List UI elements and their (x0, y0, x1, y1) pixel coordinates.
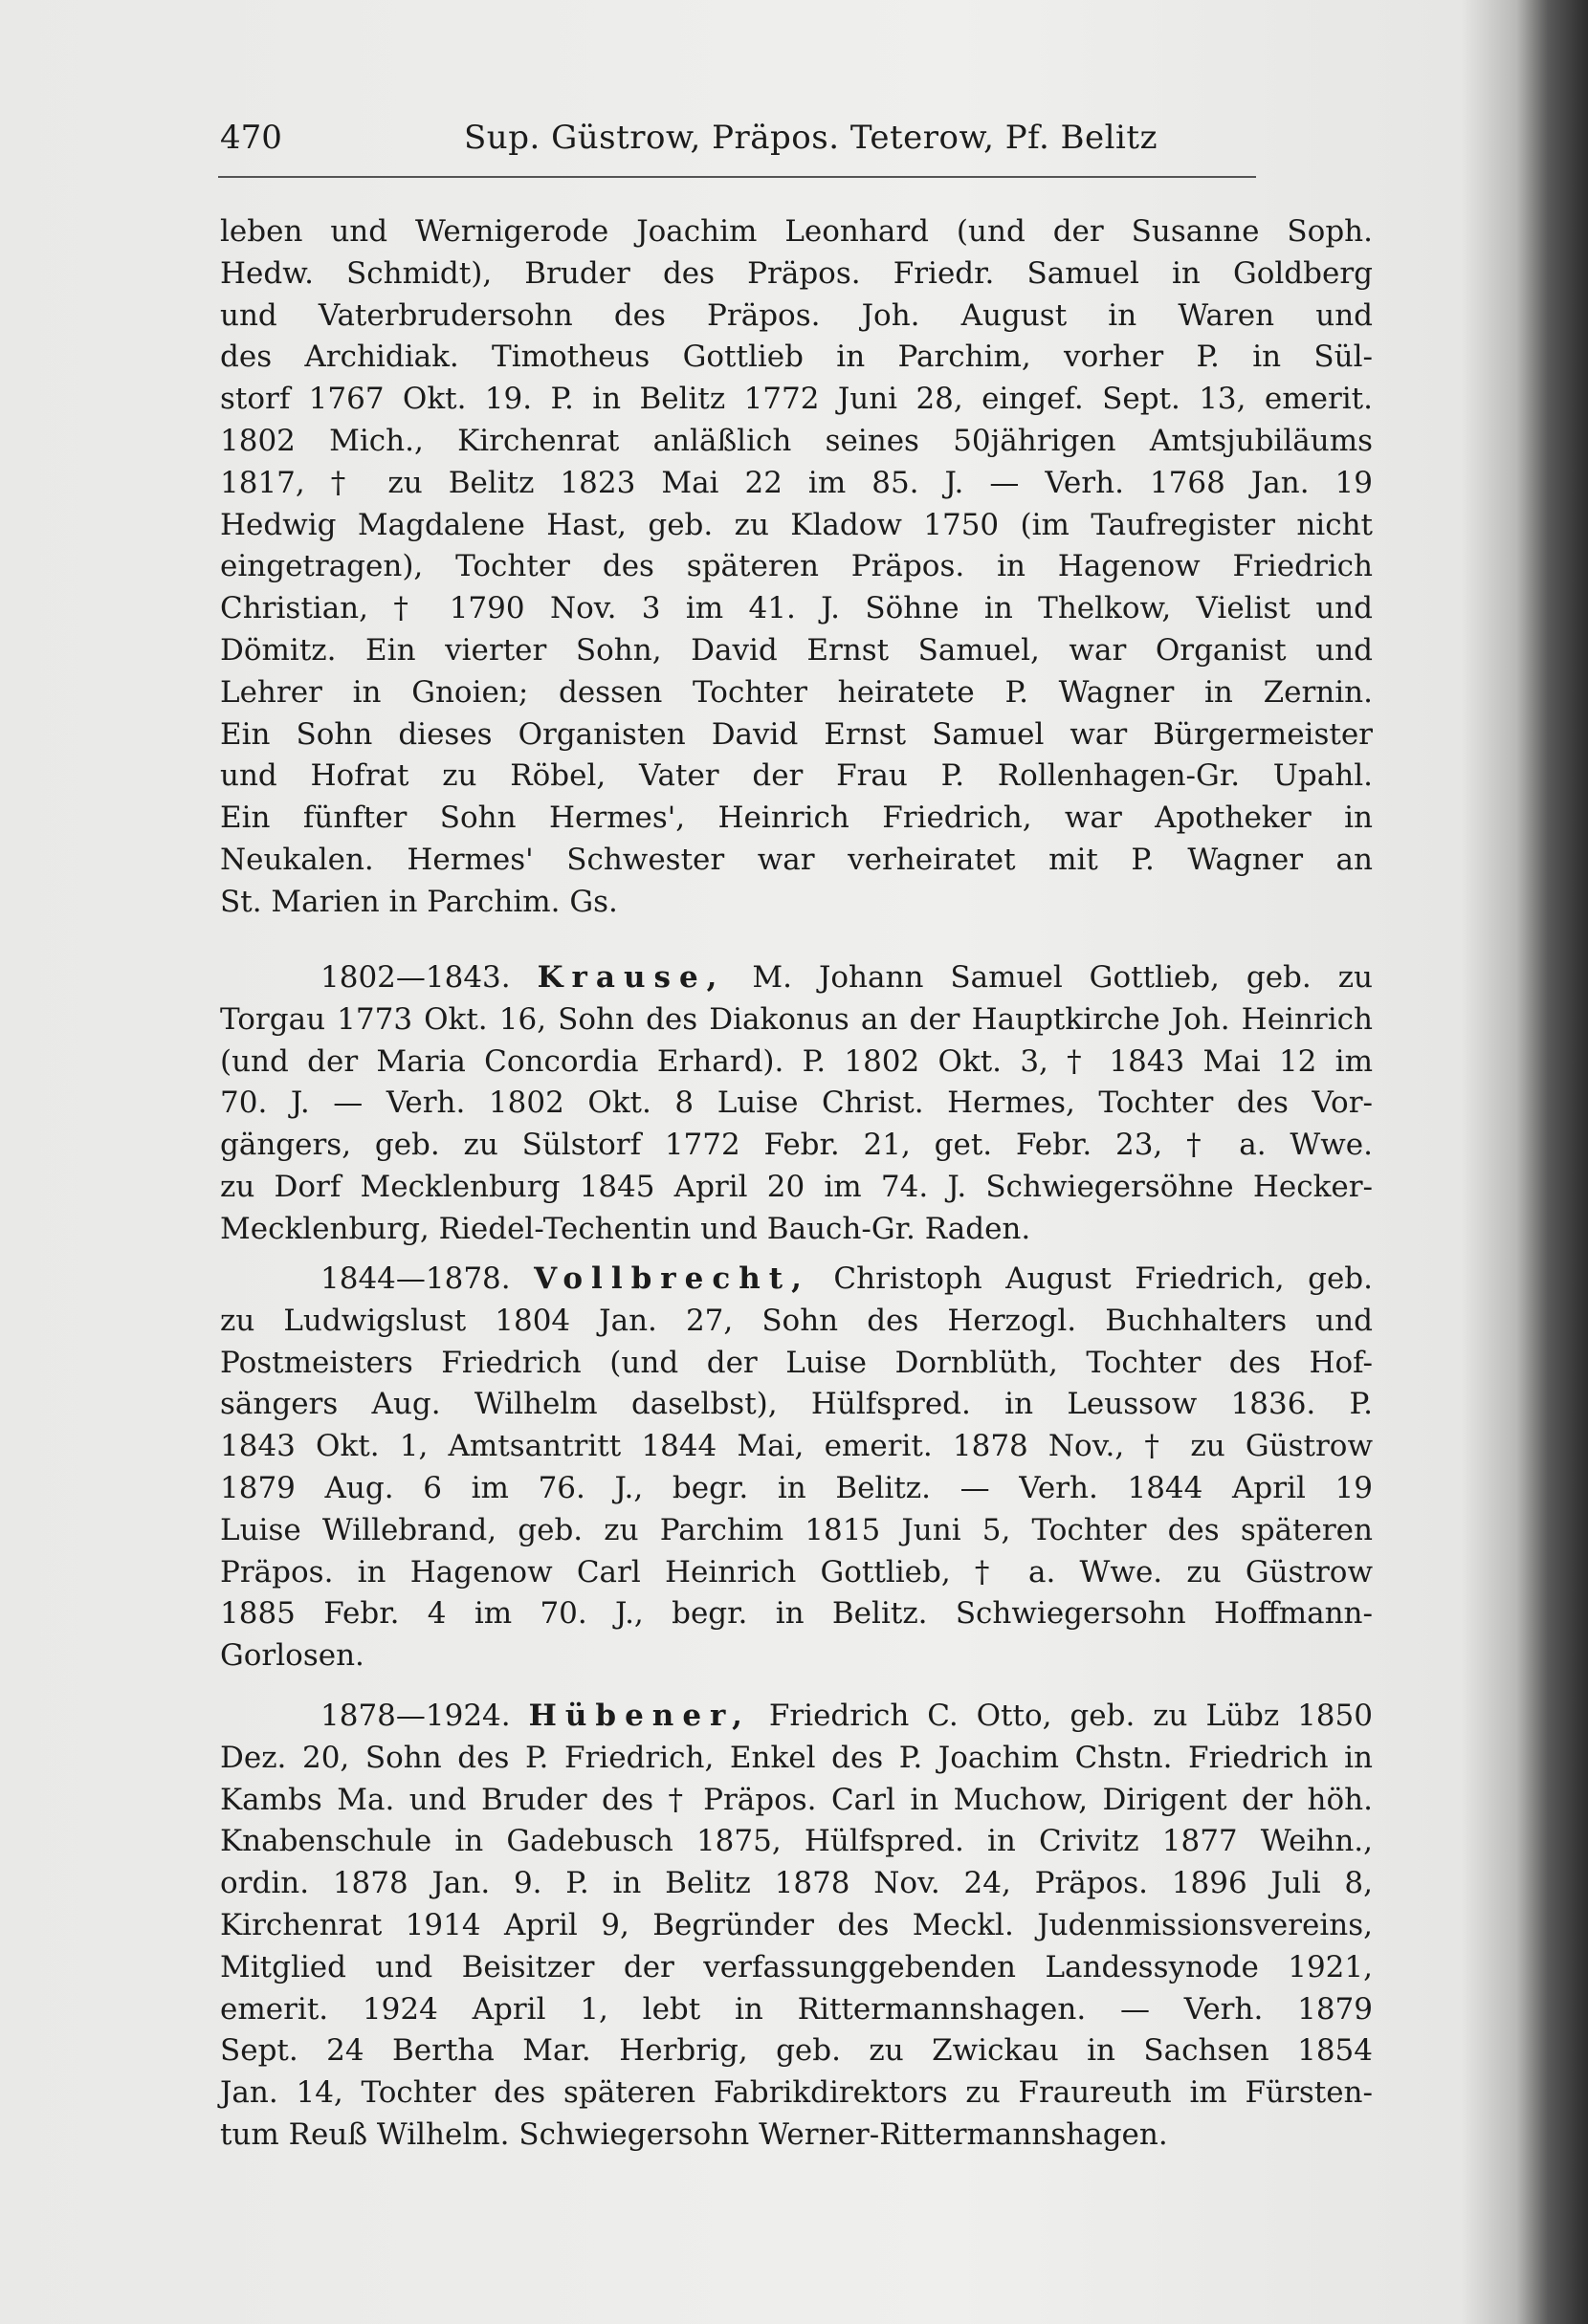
text-line: 1817, † zu Belitz 1823 Mai 22 im 85. J. — Verh. 1768 Jan. 19 (220, 465, 1373, 500)
entry-lead-line (220, 1259, 1373, 1301)
text-line: Mecklenburg, Riedel-Techentin und Bauch-Gr. Raden. (220, 1211, 1031, 1246)
text-line: Christian, † 1790 Nov. 3 im 41. J. Söhne in Thelkow, Vielist und (220, 591, 1373, 626)
text-line: storf 1767 Okt. 19. P. in Belitz 1772 Juni 28, eingef. Sept. 13, emerit. (220, 382, 1373, 417)
entry-lead-line (220, 1696, 1373, 1738)
text-line: Ein fünfter Sohn Hermes', Heinrich Friedrich, war Apotheker in (220, 800, 1373, 836)
text-line: sängers Aug. Wilhelm daselbst), Hülfspred. in Leussow 1836. P. (220, 1387, 1373, 1422)
text-line: Hedwig Magdalene Hast, geb. zu Kladow 1750 (im Taufregister nicht (220, 507, 1373, 542)
text-line: zu Dorf Mecklenburg 1845 April 20 im 74. J. Schwiegersöhne Hecker- (220, 1169, 1373, 1204)
text-line: emerit. 1924 April 1, lebt in Rittermannshagen. — Verh. 1879 (220, 1991, 1373, 2027)
page-number: 470 (220, 119, 282, 157)
text-line: Torgau 1773 Okt. 16, Sohn des Diakonus an der Hauptkirche Joh. Heinrich (220, 1001, 1373, 1037)
running-title: Sup. Güstrow, Präpos. Teterow, Pf. Belitz (464, 119, 1158, 157)
text-line: ordin. 1878 Jan. 9. P. in Belitz 1878 Nov. 24, Präpos. 1896 Juli 8, (220, 1866, 1373, 1901)
text-line: (und der Maria Concordia Erhard). P. 1802 Okt. 3, † 1843 Mai 12 im (220, 1043, 1373, 1079)
text-line: tum Reuß Wilhelm. Schwiegersohn Werner-Rittermannshagen. (220, 2116, 1168, 2152)
text-line: Luise Willebrand, geb. zu Parchim 1815 Juni 5, Tochter des späteren (220, 1512, 1373, 1547)
entry-name: Vollbrecht, (534, 1261, 810, 1296)
running-header (220, 119, 1253, 166)
entry-name: Hübener, (528, 1699, 751, 1733)
entry-details: M. Johann Samuel Gottlieb, geb. zu (752, 960, 1373, 995)
text-line: 1843 Okt. 1, Amtsantritt 1844 Mai, emerit. 1878 Nov., † zu Güstrow (220, 1429, 1373, 1464)
text-line: und Hofrat zu Röbel, Vater der Frau P. Rollenhagen-Gr. Upahl. (220, 758, 1373, 794)
text-line: Dömitz. Ein vierter Sohn, David Ernst Samuel, war Organist und (220, 632, 1373, 668)
text-line: Sept. 24 Bertha Mar. Herbrig, geb. zu Zwickau in Sachsen 1854 (220, 2033, 1373, 2069)
text-line: Neukalen. Hermes' Schwester war verheiratet mit P. Wagner an (220, 842, 1373, 877)
text-line: 1802 Mich., Kirchenrat anläßlich seines 50jährigen Amtsjubiläums (220, 423, 1373, 458)
text-line: St. Marien in Parchim. Gs. (220, 884, 618, 919)
text-line: Kambs Ma. und Bruder des † Präpos. Carl in Muchow, Dirigent der höh. (220, 1782, 1373, 1817)
entry-details: Christoph August Friedrich, geb. (833, 1261, 1373, 1296)
text-line: Postmeisters Friedrich (und der Luise Dornblüth, Tochter des Hof- (220, 1345, 1373, 1380)
text-line: eingetragen), Tochter des späteren Präpos. in Hagenow Friedrich (220, 549, 1373, 584)
text-line: Lehrer in Gnoien; dessen Tochter heiratete P. Wagner in Zernin. (220, 674, 1373, 710)
paragraph (220, 211, 1373, 924)
text-line: 1885 Febr. 4 im 70. J., begr. in Belitz. Schwiegersohn Hoffmann- (220, 1596, 1373, 1632)
text-line: Hedw. Schmidt), Bruder des Präpos. Friedr. Samuel in Goldberg (220, 255, 1373, 291)
text-line: Ein Sohn dieses Organisten David Ernst Samuel war Bürgermeister (220, 716, 1373, 752)
text-line: des Archidiak. Timotheus Gottlieb in Parchim, vorher P. in Sül- (220, 340, 1373, 375)
header-rule (218, 176, 1256, 178)
entry-name: Krause, (537, 960, 726, 995)
text-line: Jan. 14, Tochter des späteren Fabrikdirektors zu Fraureuth im Fürsten- (220, 2075, 1373, 2111)
entry-details: Friedrich C. Otto, geb. zu Lübz 1850 (768, 1699, 1373, 1733)
text-line: leben und Wernigerode Joachim Leonhard (und der Susanne Soph. (220, 214, 1373, 249)
entry-years: 1878—1924. (320, 1699, 511, 1733)
text-line: Gorlosen. (220, 1638, 364, 1674)
entry-years: 1844—1878. (320, 1261, 511, 1296)
text-line: 70. J. — Verh. 1802 Okt. 8 Luise Christ. Hermes, Tochter des Vor- (220, 1085, 1373, 1121)
text-line: Dez. 20, Sohn des P. Friedrich, Enkel des P. Joachim Chstn. Friedrich in (220, 1740, 1373, 1775)
paragraph (220, 1696, 1373, 2157)
entry-lead-line (220, 957, 1373, 999)
paragraph (220, 957, 1373, 1251)
text-line: und Vaterbrudersohn des Präpos. Joh. August in Waren und (220, 297, 1373, 333)
text-line: Mitglied und Beisitzer der verfassunggebenden Landessynode 1921, (220, 1949, 1373, 1984)
text-line: Kirchenrat 1914 April 9, Begründer des Meckl. Judenmissionsvereins, (220, 1907, 1373, 1942)
text-line: zu Ludwigslust 1804 Jan. 27, Sohn des Herzogl. Buchhalters und (220, 1303, 1373, 1338)
paragraph (220, 1259, 1373, 1677)
text-line: gängers, geb. zu Sülstorf 1772 Febr. 21, get. Febr. 23, † a. Wwe. (220, 1128, 1373, 1163)
text-line: 1879 Aug. 6 im 76. J., begr. in Belitz. — Verh. 1844 April 19 (220, 1470, 1373, 1505)
text-line: Knabenschule in Gadebusch 1875, Hülfspred. in Crivitz 1877 Weihn., (220, 1824, 1373, 1859)
text-line: Präpos. in Hagenow Carl Heinrich Gottlieb, † a. Wwe. zu Güstrow (220, 1554, 1373, 1590)
entry-years: 1802—1843. (320, 960, 511, 995)
